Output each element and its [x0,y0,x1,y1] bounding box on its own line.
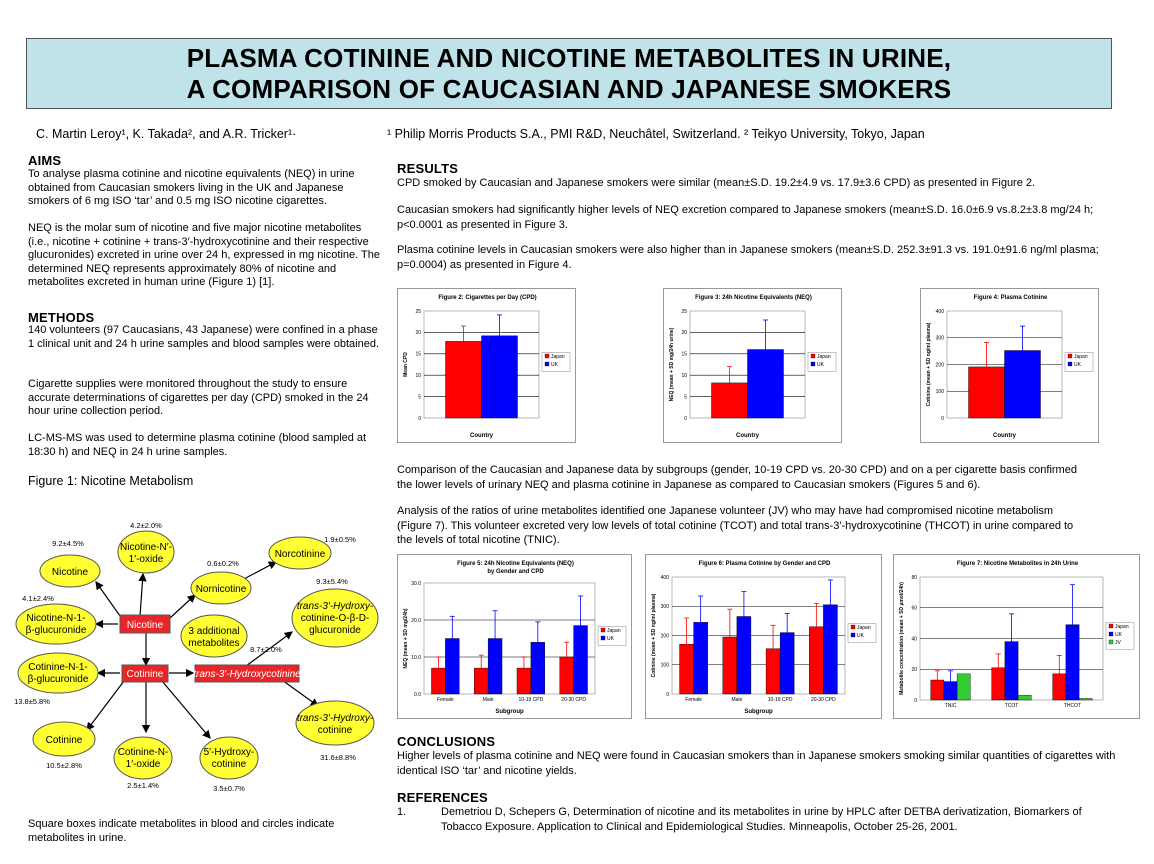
figure1-metabolism-diagram [0,510,390,805]
figure2-chart [397,288,576,443]
x-category-label: THCOT [1063,703,1082,709]
bar-uk [482,336,518,418]
legend-label: Japan [857,625,871,631]
bar-japan [560,657,574,694]
node-hydroxycotinine-1: 5′-Hydroxy- [203,747,255,758]
legend-swatch [545,354,549,358]
y-tick-label: 20 [911,667,917,674]
node-nicotine: Nicotine [51,567,89,578]
legend-swatch [1109,632,1113,636]
legend-label: JV [1115,640,1121,646]
y-tick-label: 300 [935,335,944,342]
pct-thc-glucuronide: 9.3±5.4% [316,577,348,586]
legend-swatch [601,636,605,640]
legend-swatch [545,362,549,366]
y-tick-label: 5 [418,394,421,401]
methods-paragraph-3: LC-MS-MS was used to determine plasma cotinine (blood sampled at 18:30 h) and NEQ in 24 h urine samples. [28,432,367,458]
x-axis-label: Country [470,433,493,439]
legend-swatch [1068,362,1072,366]
y-tick-label: 20 [681,330,687,337]
x-category-label: Female [685,697,702,703]
y-tick-label: 100 [935,389,944,396]
bar-japan [474,668,488,694]
legend-label: UK [1074,362,1081,368]
y-axis-label: Mean CPD [403,352,409,377]
figure3-chart [663,288,842,443]
y-tick-label: 0.0 [414,691,421,698]
node-nicotine-n-oxide-1: Nicotine-N′- [120,542,172,553]
node-nicotine-glucuronide-1: Nicotine-N-1- [26,613,86,624]
bar-uk [748,350,784,418]
y-tick-label: 15 [415,351,421,358]
x-axis-label: Country [993,433,1016,439]
bar-jv [1018,695,1031,700]
node-nicotine-glucuronide-2: β-glucuronide [25,625,87,636]
bar-japan [517,668,531,694]
node-thc-box: trans-3′-Hydroxycotinine [193,669,301,680]
legend-swatch [1109,640,1113,644]
pct-nicotine: 9.2±4.5% [52,539,84,548]
figure1-note: Square boxes indicate metabolites in blood and circles indicate metabolites in urine. [28,818,335,844]
x-category-label: 20-30 CPD [561,697,586,703]
node-nicotine-box: Nicotine [126,620,164,631]
y-tick-label: 400 [660,574,669,581]
legend-swatch [851,625,855,629]
reference-text: Demetriou D, Schepers G, Determination of nicotine and its metabolites in urine by HPLC after DETBA derivatization, Biomarkers of Tobacco Exposure. Application to Clinical and Epidemiological Studies. Minneapolis, October 25-26, 2001. [441,806,1082,833]
node-norcotinine: Norcotinine [274,549,326,560]
legend-label: Japan [551,354,565,360]
y-tick-label: 25 [415,308,421,315]
x-category-label: 10-19 CPD [518,697,544,703]
y-tick-label: 200 [660,633,669,640]
bar-uk [1005,351,1041,418]
y-tick-label: 300 [660,604,669,611]
legend-label: UK [607,636,614,642]
pct-nicotine-glucuronide: 4.1±2.4% [22,594,54,603]
chart-title: Figure 3: 24h Nicotine Equivalents (NEQ) [695,295,812,301]
node-additional-2: metabolites [188,638,240,649]
chart-title: Figure 4: Plasma Cotinine [973,295,1048,301]
bar-uk [780,633,794,694]
y-tick-label: 0 [941,415,944,422]
x-category-label: Male [482,697,494,703]
y-tick-label: 25 [681,308,687,315]
bar-japan [712,383,748,418]
y-axis-label: Cotinine (mean + SD ng/ml plasma) [926,322,932,407]
x-axis-label: Subgroup [744,709,773,715]
results-paragraph-3: Plasma cotinine levels in Caucasian smokers were also higher than in Japanese smokers (mean±S.D. 252.3±91.3 vs. 191.0±91.6 ng/ml plasma; p=0.0004) as presented in Figure 4. [397,244,1099,271]
pct-cotinine-glucuronide: 13.8±5.8% [14,697,50,706]
node-nicotine-n-oxide-2: 1′-oxide [128,554,164,565]
results-paragraph-2: Caucasian smokers had significantly higher levels of NEQ excretion compared to Japanese smokers (mean±S.D. 16.0±6.9 vs.8.2±3.8 mg/24 h; p<0.0001 as presented in Figure 3. [397,204,1094,231]
x-category-label: 20-30 CPD [811,697,836,703]
methods-heading: METHODS [28,310,95,325]
node-thc-glucuronide-3: glucuronide [309,625,361,636]
references-heading: REFERENCES [397,790,488,805]
y-tick-label: 10 [681,373,687,379]
legend-label: UK [817,362,824,368]
bar-uk [488,639,502,695]
figure6-chart [645,554,882,719]
methods-paragraph-1: 140 volunteers (97 Caucasians, 43 Japanese) were confined in a phase 1 clinical unit and 24 h urine samples and blood samples were obtained. [28,324,379,350]
y-tick-label: 400 [935,308,944,315]
chart-title-line2: by Gender and CPD [487,569,544,575]
conclusions-heading: CONCLUSIONS [397,734,496,749]
x-category-label: Male [731,697,743,703]
legend-swatch [601,628,605,632]
bar-uk [737,616,751,694]
y-tick-label: 30.0 [411,580,421,587]
x-category-label: Female [437,697,454,703]
y-axis-label: Metabolite concentration (mean + SD µmol/24h) [899,582,905,695]
y-axis-label: NEQ (mean + SD mg/24h urine) [669,327,675,402]
bar-japan [431,668,445,694]
node-cotinine-n-oxide-1: Cotinine-N- [117,747,169,758]
bar-uk [1005,642,1018,700]
aims-paragraph-1: To analyse plasma cotinine and nicotine equivalents (NEQ) in urine obtained from Caucasian smokers living in the UK and Japanese smokers of 6 mg ISO ‘tar’ and 0.5 mg ISO nicotine cigarettes. [28,168,355,208]
bar-japan [723,637,737,694]
node-cotinine: Cotinine [45,735,83,746]
legend-label: UK [1115,632,1122,638]
poster-title-line2: A COMPARISON OF CAUCASIAN AND JAPANESE SMOKERS [186,74,952,104]
legend-label: UK [551,362,558,368]
affiliations: ¹ Philip Morris Products S.A., PMI R&D, Neuchâtel, Switzerland. ² Teikyo University, Tokyo, Japan [387,127,925,141]
methods-paragraph-2: Cigarette supplies were monitored throughout the study to ensure accurate determinations of cigarettes per day (CPD) smoked in the 24 hour urine collection period. [28,378,369,418]
bar-uk [574,626,588,694]
bar-japan [446,341,482,418]
legend-label: Japan [1115,624,1129,630]
y-tick-label: 80 [911,574,917,581]
bar-japan [931,680,944,700]
bar-uk [445,639,459,695]
legend-label: Japan [817,354,831,360]
pct-nornicotine: 0.6±0.2% [207,559,239,568]
bar-jv [1079,698,1092,700]
y-axis-label: Cotinine (mean + SD ng/ml plasma) [651,593,657,678]
results-paragraph-5: Analysis of the ratios of urine metabolites identified one Japanese volunteer (JV) who may have had compromised nicotine metabolism (Figure 7). This volunteer excreted very low levels of total cotinine (TCOT) and total trans-3′-hydroxycotinine (THCOT) in urine compared to the levels of total nicotine (TNIC). [397,505,1074,546]
pct-norcotinine: 1.9±0.5% [324,535,356,544]
y-tick-label: 0 [666,691,669,698]
y-tick-label: 100 [660,662,669,669]
node-nornicotine: Nornicotine [195,584,247,595]
node-thc-glucuronide-2: cotinine-O-β-D- [300,613,370,624]
chart-title: Figure 5: 24h Nicotine Equivalents (NEQ) [457,561,574,567]
bar-uk [823,605,837,694]
node-cotinine-glucuronide-1: Cotinine-N-1- [28,662,88,673]
x-axis-label: Subgroup [495,709,524,715]
chart-title: Figure 6: Plasma Cotinine by Gender and CPD [698,561,831,567]
node-thc-circle-1: trans-3′-Hydroxy- [296,713,374,724]
node-cotinine-n-oxide-2: 1′-oxide [125,759,161,770]
y-tick-label: 0 [914,697,917,704]
node-cotinine-glucuronide-2: β-glucuronide [27,674,89,685]
figure7-chart [893,554,1140,719]
results-paragraph-1: CPD smoked by Caucasian and Japanese smokers were similar (mean±S.D. 19.2±4.9 vs. 17.9±3.6 CPD) as presented in Figure 2. [397,177,1036,189]
y-tick-label: 20 [415,330,421,337]
x-category-label: TNIC [944,703,957,709]
pct-additional: 8.7±2.0% [250,645,282,654]
bar-uk [944,682,957,700]
bar-japan [992,668,1005,700]
pct-nicotine-n-oxide: 4.2±2.0% [130,521,162,530]
pct-cotinine: 10.5±2.8% [46,761,82,770]
results-heading: RESULTS [397,161,459,176]
figure1-caption: Figure 1: Nicotine Metabolism [28,474,194,488]
bar-uk [694,622,708,694]
node-thc-glucuronide-1: trans-3′-Hydroxy- [296,601,374,612]
figure4-chart [920,288,1099,443]
y-tick-label: 60 [911,605,917,612]
pct-cotinine-n-oxide: 2.5±1.4% [127,781,159,790]
y-tick-label: 0 [418,415,421,422]
bar-uk [531,642,545,694]
figure5-chart [397,554,632,719]
poster-title-line1: PLASMA COTININE AND NICOTINE METABOLITES IN URINE, [186,43,952,73]
legend-label: Japan [607,628,621,634]
y-tick-label: 5 [684,394,687,401]
bar-japan [1053,674,1066,700]
node-additional-1: 3 additional [188,626,240,637]
legend-swatch [851,633,855,637]
legend-swatch [1109,624,1113,628]
legend-label: UK [857,633,864,639]
pct-hydroxycotinine: 3.5±0.7% [213,784,245,793]
bar-japan [809,627,823,694]
bar-japan [680,644,694,694]
legend-swatch [811,362,815,366]
y-axis-label: NEQ (mean + SD mg/24h) [403,608,409,669]
bar-japan [969,367,1005,418]
conclusions-text: Higher levels of plasma cotinine and NEQ were found in Caucasian smokers than in Japanese smokers smoking similar quantities of cigarettes with identical ISO ‘tar’ and nicotine yields. [397,750,1116,777]
y-tick-label: 40 [911,636,917,643]
x-category-label: 10-19 CPD [767,697,793,703]
y-tick-label: 20.0 [411,617,421,624]
node-thc-circle-2: cotinine [317,725,353,736]
pct-thc: 31.6±8.8% [320,753,356,762]
y-tick-label: 0 [684,415,687,422]
bar-jv [957,674,970,700]
authors: C. Martin Leroy¹, K. Takada², and A.R. Tricker¹· [36,127,297,141]
bar-uk [1066,625,1079,700]
chart-title: Figure 2: Cigarettes per Day (CPD) [438,295,537,301]
x-axis-label: Country [736,433,759,439]
aims-paragraph-2: NEQ is the molar sum of nicotine and five major nicotine metabolites (i.e., nicotine + cotinine + trans-3′-hydroxycotinine and their respective glucuronides) excreted in urine over 24 h, expressed in mg nicotine. The determined NEQ represents approximately 80% of nicotine and metabolites excreted in human urine (Figure 1) [1]. [28,222,380,289]
y-tick-label: 10 [415,373,421,379]
y-tick-label: 10.0 [411,654,421,661]
legend-swatch [811,354,815,358]
legend-label: Japan [1074,354,1088,360]
node-hydroxycotinine-2: cotinine [211,759,247,770]
node-cotinine-box: Cotinine [126,669,164,680]
results-paragraph-4: Comparison of the Caucasian and Japanese data by subgroups (gender, 10-19 CPD vs. 20-30 CPD) and on a per cigarette basis confirmed the lower levels of urinary NEQ and plasma cotinine in Japanese as compared to Caucasian smokers (Figures 5 and 6). [397,464,1077,491]
x-category-label: TCOT [1004,703,1019,709]
chart-title: Figure 7: Nicotine Metabolites in 24h Urine [956,561,1079,567]
bar-japan [766,649,780,694]
y-tick-label: 15 [681,351,687,358]
aims-heading: AIMS [28,153,62,168]
legend-swatch [1068,354,1072,358]
poster-title-box [26,38,1112,109]
reference-number: 1. [397,806,407,818]
y-tick-label: 200 [935,362,944,369]
